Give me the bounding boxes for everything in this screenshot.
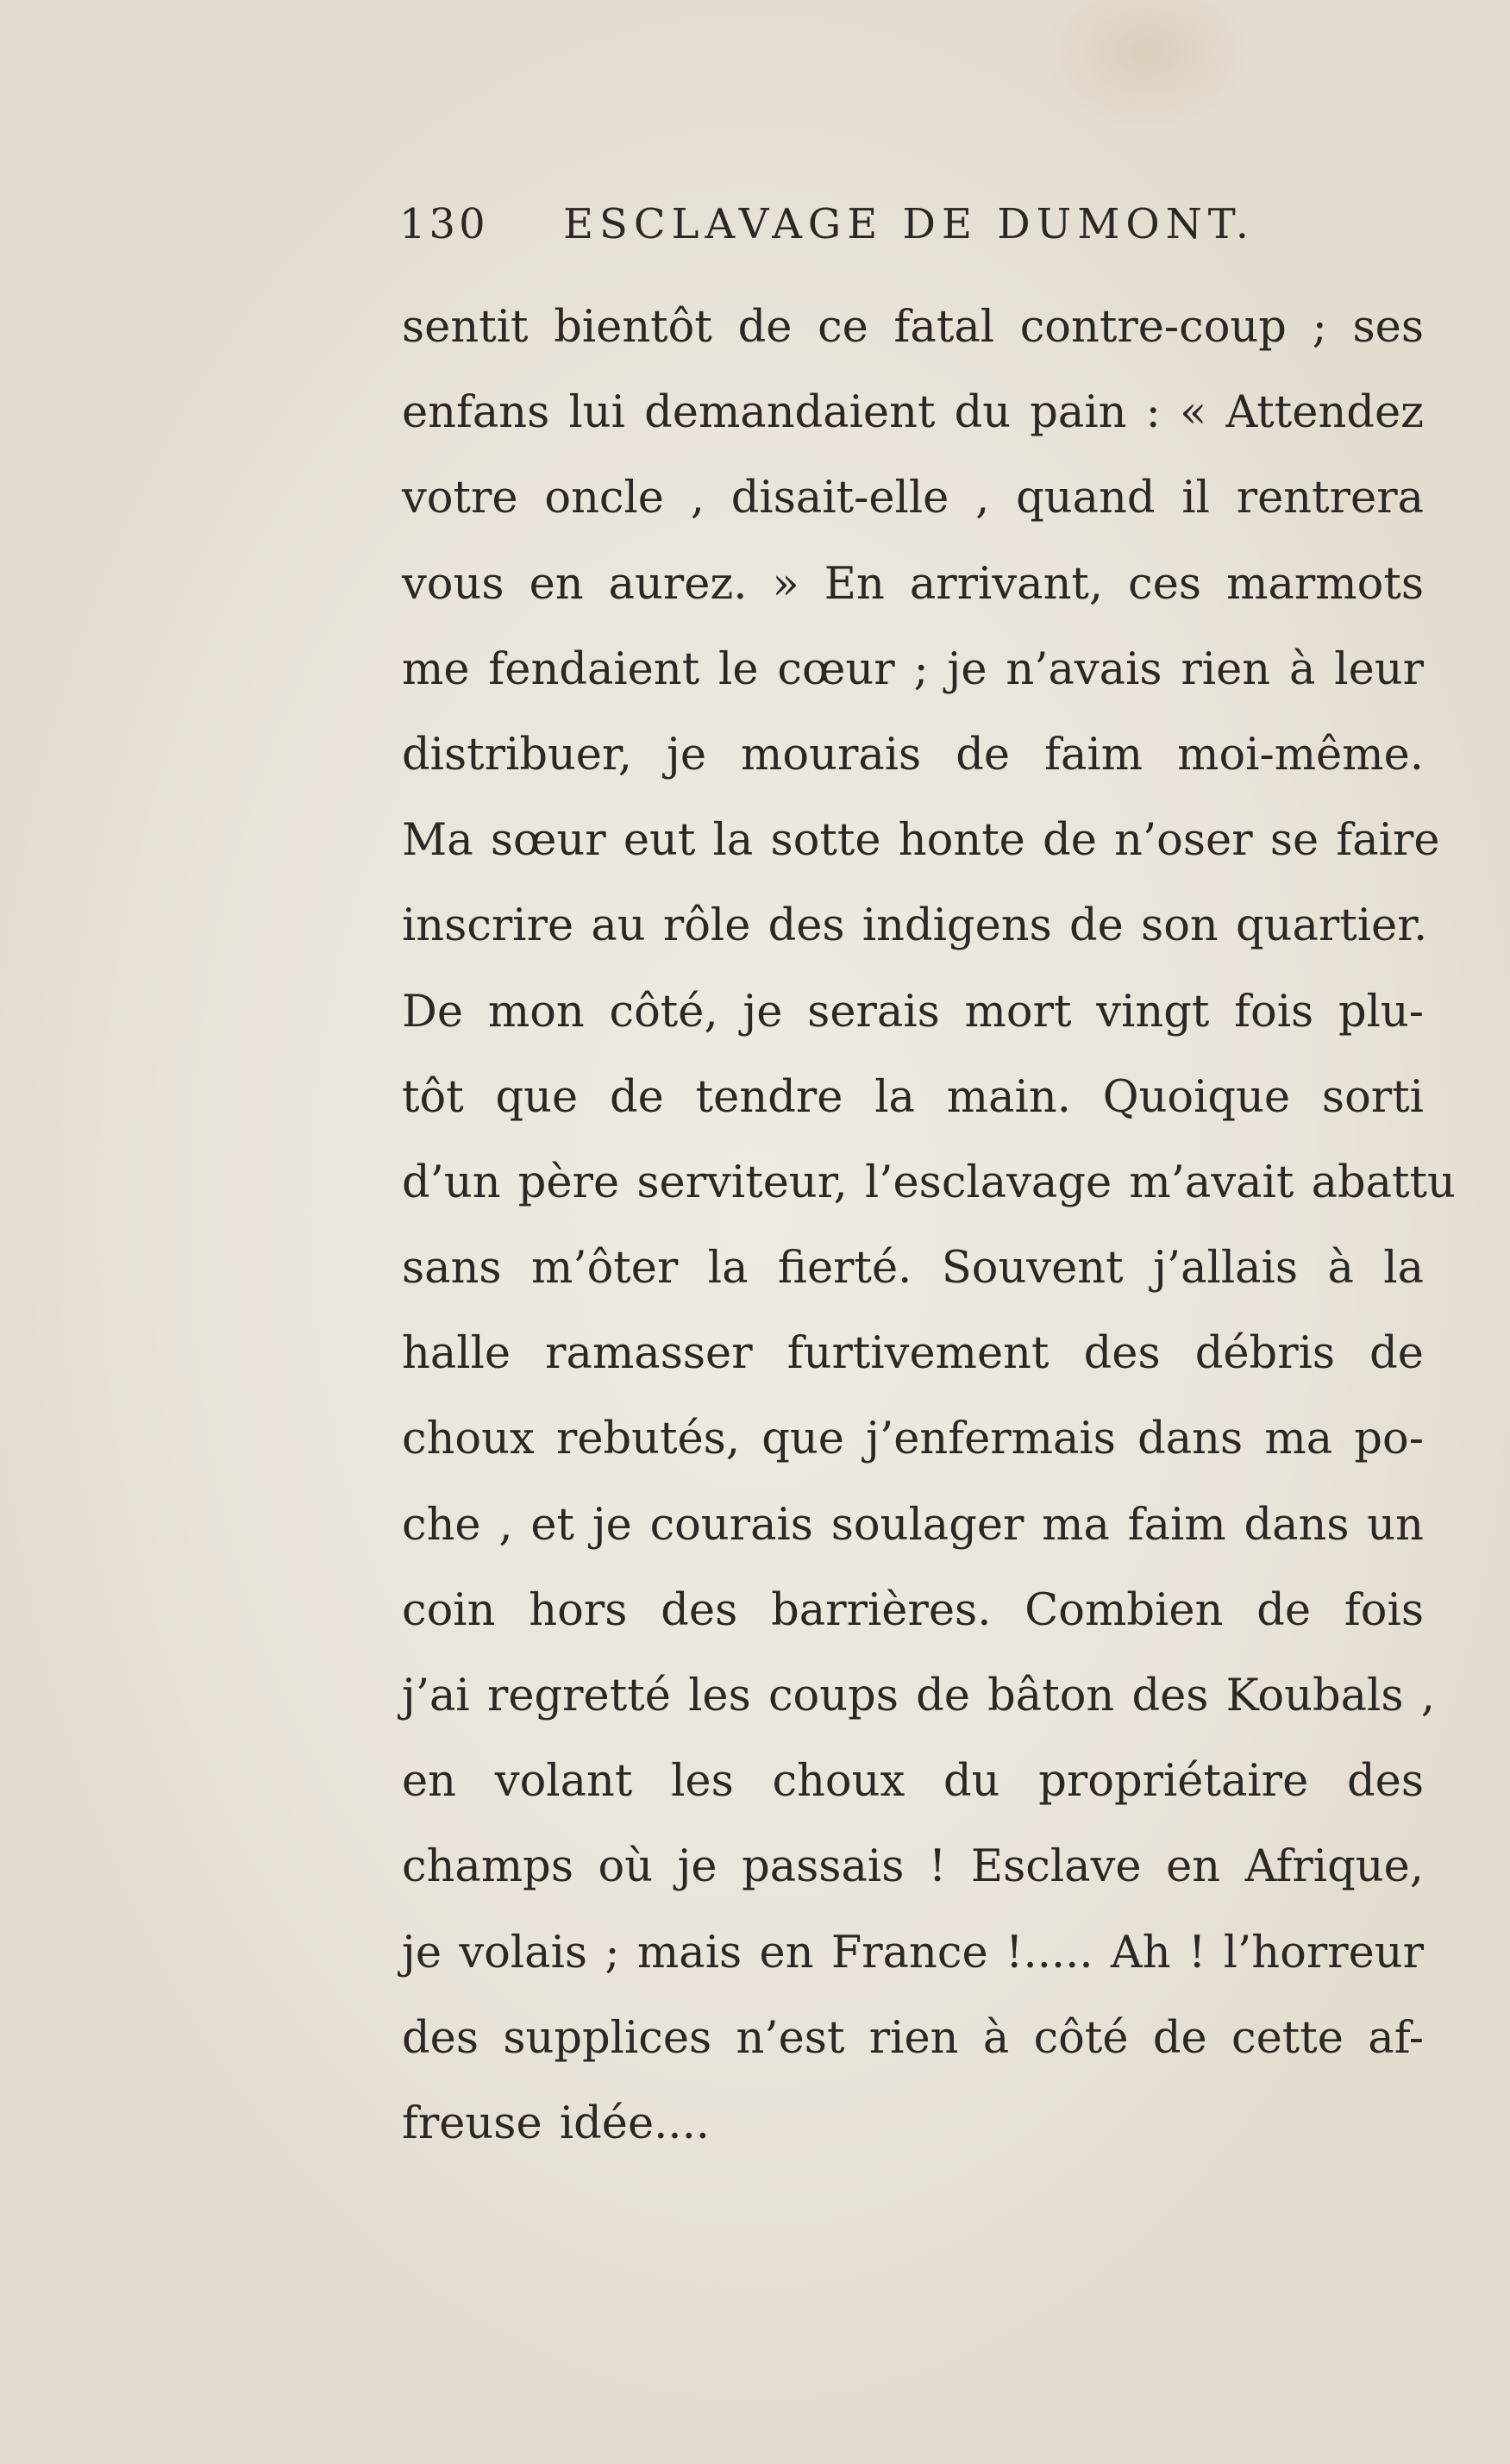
text-line: champs où je passais ! Esclave en Afrique, bbox=[402, 1841, 1424, 1893]
text-line: De mon côté, je serais mort vingt fois plu- bbox=[402, 986, 1424, 1038]
text-line: votre oncle , disait-elle , quand il rentrera bbox=[402, 473, 1424, 524]
text-line: des supplices n’est rien à côté de cette af- bbox=[402, 2012, 1424, 2064]
running-title: ESCLAVAGE DE DUMONT. bbox=[563, 200, 1255, 248]
text-line: che , et je courais soulager ma faim dans un bbox=[402, 1499, 1424, 1551]
text-line: choux rebutés, que j’enfermais dans ma po- bbox=[402, 1414, 1424, 1465]
text-line: j’ai regretté les coups de bâton des Koubals , bbox=[402, 1671, 1435, 1721]
page-number: 130 bbox=[399, 200, 489, 248]
text-line: vous en aurez. » En arrivant, ces marmots bbox=[402, 558, 1424, 610]
text-line: me fendaient le cœur ; je n’avais rien à leur bbox=[402, 643, 1424, 695]
text-line: coin hors des barrières. Combien de fois bbox=[402, 1584, 1424, 1636]
text-line: Ma sœur eut la sotte honte de n’oser se faire bbox=[402, 815, 1440, 867]
text-line: freuse idée.... bbox=[402, 2097, 711, 2149]
text-line: d’un père serviteur, l’esclavage m’avait abattu bbox=[402, 1157, 1456, 1208]
text-line: en volant les choux du propriétaire des bbox=[402, 1756, 1424, 1808]
running-head bbox=[399, 194, 1425, 254]
text-line: sans m’ôter la fierté. Souvent j’allais à la bbox=[402, 1243, 1424, 1295]
text-line: tôt que de tendre la main. Quoique sorti bbox=[402, 1071, 1424, 1123]
text-line: inscrire au rôle des indigens de son quartier. bbox=[402, 900, 1428, 952]
text-line: halle ramasser furtivement des débris de bbox=[402, 1328, 1424, 1380]
text-line: enfans lui demandaient du pain : « Attendez bbox=[402, 387, 1424, 439]
text-line: je volais ; mais en France !..... Ah ! l’horreur bbox=[402, 1927, 1424, 1978]
body-text bbox=[402, 285, 1456, 2166]
text-line: distribuer, je mourais de faim moi-même. bbox=[402, 729, 1424, 781]
text-line: sentit bientôt de ce fatal contre-coup ; ses bbox=[402, 302, 1424, 353]
